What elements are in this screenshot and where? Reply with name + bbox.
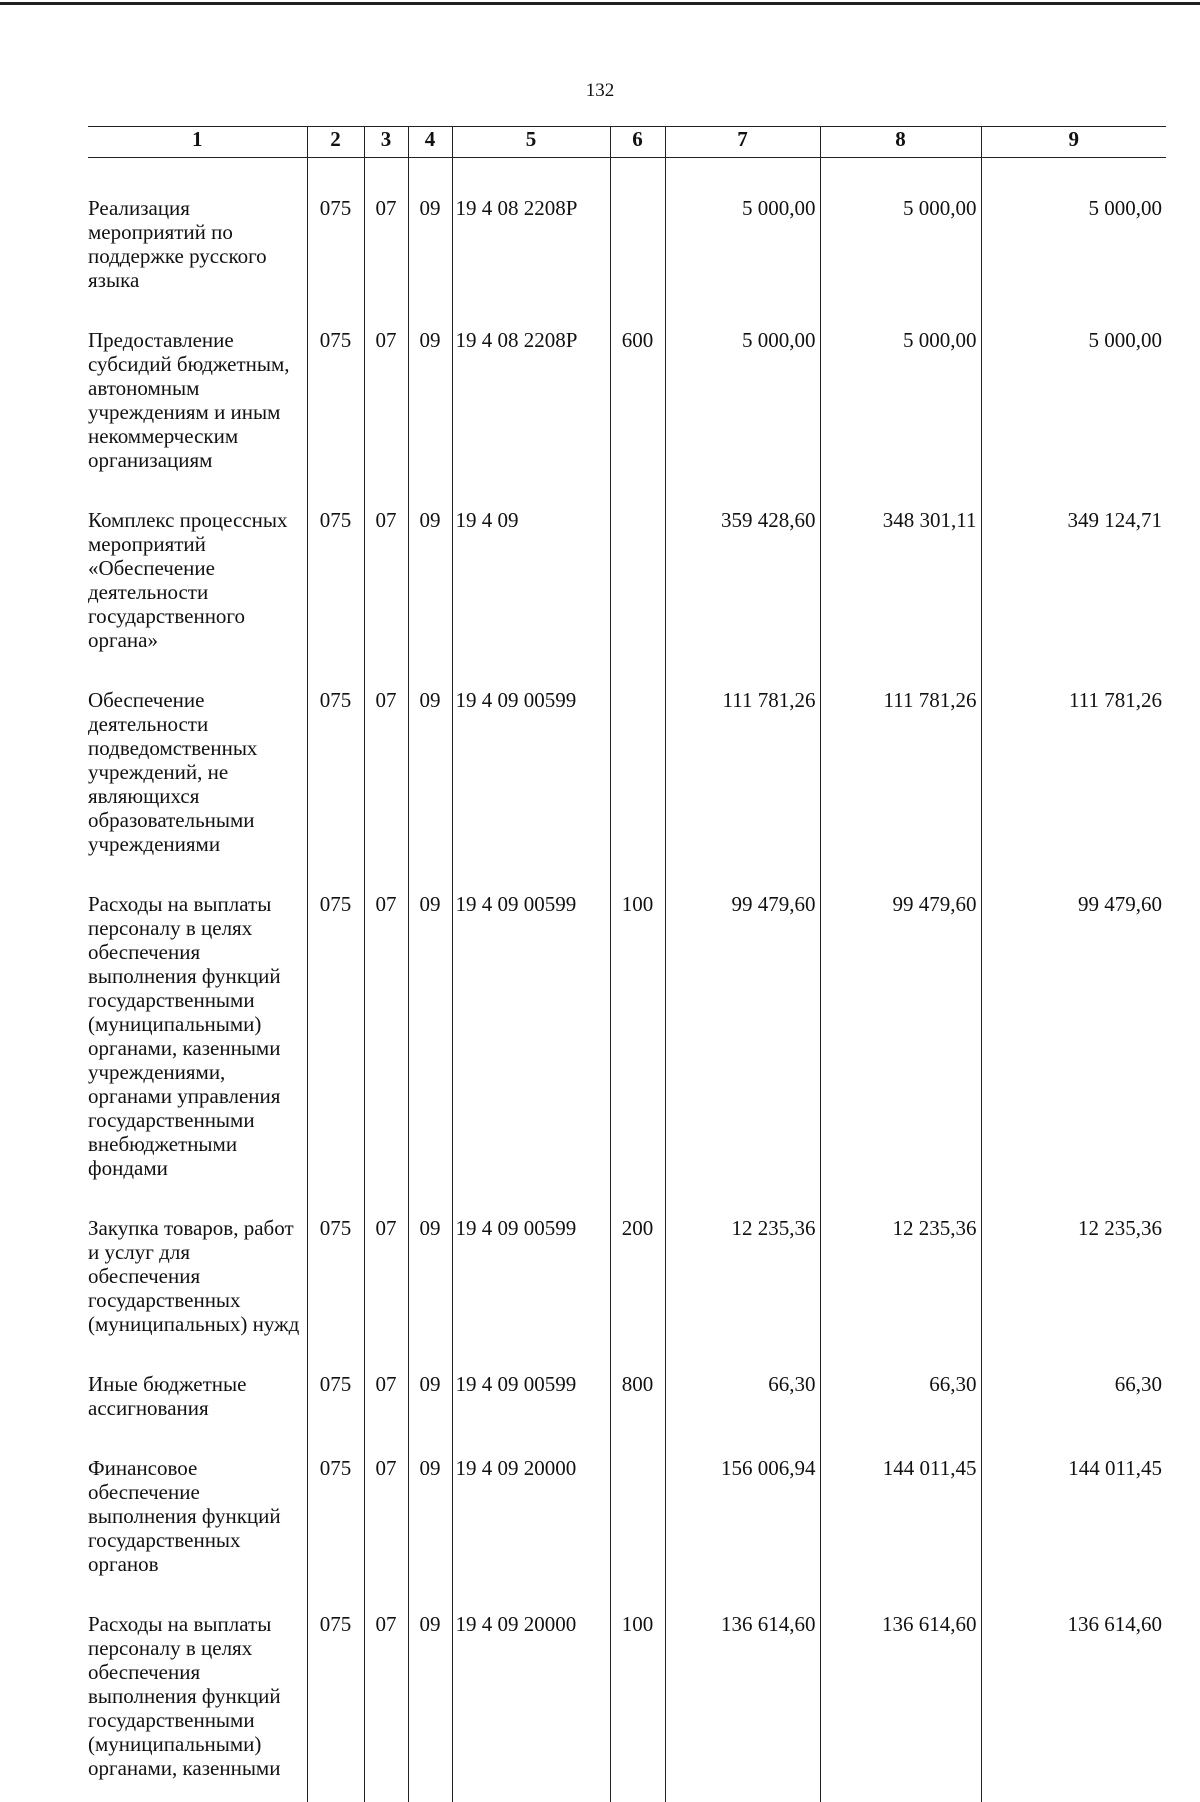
row-expense-type: 800 [610,1336,665,1420]
row-target-article: 19 4 08 2208Р [452,158,610,293]
row-subsection: 09 [408,158,452,293]
row-admin-code: 075 [307,1336,364,1420]
row-expense-type [610,652,665,856]
row-target-article: 19 4 09 [452,472,610,652]
row-target-article: 19 4 09 00599 [452,1180,610,1336]
col-header: 8 [820,127,981,158]
row-subsection: 09 [408,472,452,652]
row-amount-2: 5 000,00 [820,158,981,293]
header-row [88,127,1166,158]
row-amount-2: 12 235,36 [820,1180,981,1336]
row-amount-2: 5 000,00 [820,292,981,472]
row-amount-3: 136 614,60 [981,1576,1166,1802]
row-name: Финансовое обеспечение выполнения функций государственных органов [88,1420,307,1576]
row-section: 07 [364,1180,408,1336]
col-header: 3 [364,127,408,158]
table-row [88,1576,1166,1802]
col-header: 4 [408,127,452,158]
table-row [88,1336,1166,1420]
row-subsection: 09 [408,1336,452,1420]
row-name: Закупка товаров, работ и услуг для обеспечения государственных (муниципальных) нужд [88,1180,307,1336]
row-subsection: 09 [408,652,452,856]
col-header: 2 [307,127,364,158]
row-expense-type: 200 [610,1180,665,1336]
row-amount-2: 144 011,45 [820,1420,981,1576]
row-name: Расходы на выплаты персоналу в целях обеспечения выполнения функций государственными (муниципальными) органами, казенными [88,1576,307,1802]
row-section: 07 [364,1576,408,1802]
page-number: 132 [585,80,615,101]
row-target-article: 19 4 09 20000 [452,1420,610,1576]
row-section: 07 [364,1336,408,1420]
row-subsection: 09 [408,1180,452,1336]
table-row [88,1420,1166,1576]
row-amount-1: 66,30 [665,1336,820,1420]
row-amount-3: 12 235,36 [981,1180,1166,1336]
row-admin-code: 075 [307,856,364,1180]
row-name: Комплекс процессных мероприятий «Обеспечение деятельности государственного органа» [88,472,307,652]
row-amount-1: 359 428,60 [665,472,820,652]
row-subsection: 09 [408,1420,452,1576]
row-section: 07 [364,652,408,856]
row-amount-1: 99 479,60 [665,856,820,1180]
row-expense-type: 100 [610,856,665,1180]
col-header: 7 [665,127,820,158]
row-name: Предоставление субсидий бюджетным, автономным учреждениям и иным некоммерческим организациям [88,292,307,472]
row-amount-3: 5 000,00 [981,292,1166,472]
row-target-article: 19 4 09 20000 [452,1576,610,1802]
row-name: Иные бюджетные ассигнования [88,1336,307,1420]
row-section: 07 [364,1420,408,1576]
row-subsection: 09 [408,1576,452,1802]
row-expense-type [610,472,665,652]
row-amount-2: 348 301,11 [820,472,981,652]
table-row [88,1180,1166,1336]
row-section: 07 [364,158,408,293]
col-header: 9 [981,127,1166,158]
row-section: 07 [364,292,408,472]
row-amount-1: 111 781,26 [665,652,820,856]
row-section: 07 [364,856,408,1180]
row-target-article: 19 4 08 2208Р [452,292,610,472]
budget-table [88,126,1166,1802]
row-name: Обеспечение деятельности подведомственных учреждений, не являющихся образовательными учреждениями [88,652,307,856]
row-expense-type: 600 [610,292,665,472]
row-subsection: 09 [408,292,452,472]
row-subsection: 09 [408,856,452,1180]
row-target-article: 19 4 09 00599 [452,856,610,1180]
row-amount-3: 111 781,26 [981,652,1166,856]
col-header: 6 [610,127,665,158]
row-amount-1: 136 614,60 [665,1576,820,1802]
row-admin-code: 075 [307,158,364,293]
row-expense-type [610,1420,665,1576]
row-admin-code: 075 [307,292,364,472]
row-amount-1: 12 235,36 [665,1180,820,1336]
row-amount-2: 66,30 [820,1336,981,1420]
row-amount-2: 111 781,26 [820,652,981,856]
row-amount-1: 5 000,00 [665,158,820,293]
row-name: Реализация мероприятий по поддержке русского языка [88,158,307,293]
row-amount-3: 349 124,71 [981,472,1166,652]
table-row [88,158,1166,293]
table-row [88,652,1166,856]
row-target-article: 19 4 09 00599 [452,652,610,856]
row-name: Расходы на выплаты персоналу в целях обеспечения выполнения функций государственными (муниципальными) органами, казенными учреждениями, органами управления государственными внебюджетными фондами [88,856,307,1180]
row-admin-code: 075 [307,1576,364,1802]
row-amount-2: 99 479,60 [820,856,981,1180]
row-amount-1: 5 000,00 [665,292,820,472]
row-amount-2: 136 614,60 [820,1576,981,1802]
row-expense-type: 100 [610,1576,665,1802]
col-header: 5 [452,127,610,158]
row-admin-code: 075 [307,1180,364,1336]
row-admin-code: 075 [307,1420,364,1576]
row-amount-3: 99 479,60 [981,856,1166,1180]
row-admin-code: 075 [307,472,364,652]
table-row [88,856,1166,1180]
row-expense-type [610,158,665,293]
row-amount-3: 144 011,45 [981,1420,1166,1576]
table-row [88,292,1166,472]
col-header: 1 [88,127,307,158]
row-amount-3: 5 000,00 [981,158,1166,293]
row-amount-3: 66,30 [981,1336,1166,1420]
row-target-article: 19 4 09 00599 [452,1336,610,1420]
row-amount-1: 156 006,94 [665,1420,820,1576]
top-rule [0,2,1200,5]
row-section: 07 [364,472,408,652]
table-row [88,472,1166,652]
row-admin-code: 075 [307,652,364,856]
